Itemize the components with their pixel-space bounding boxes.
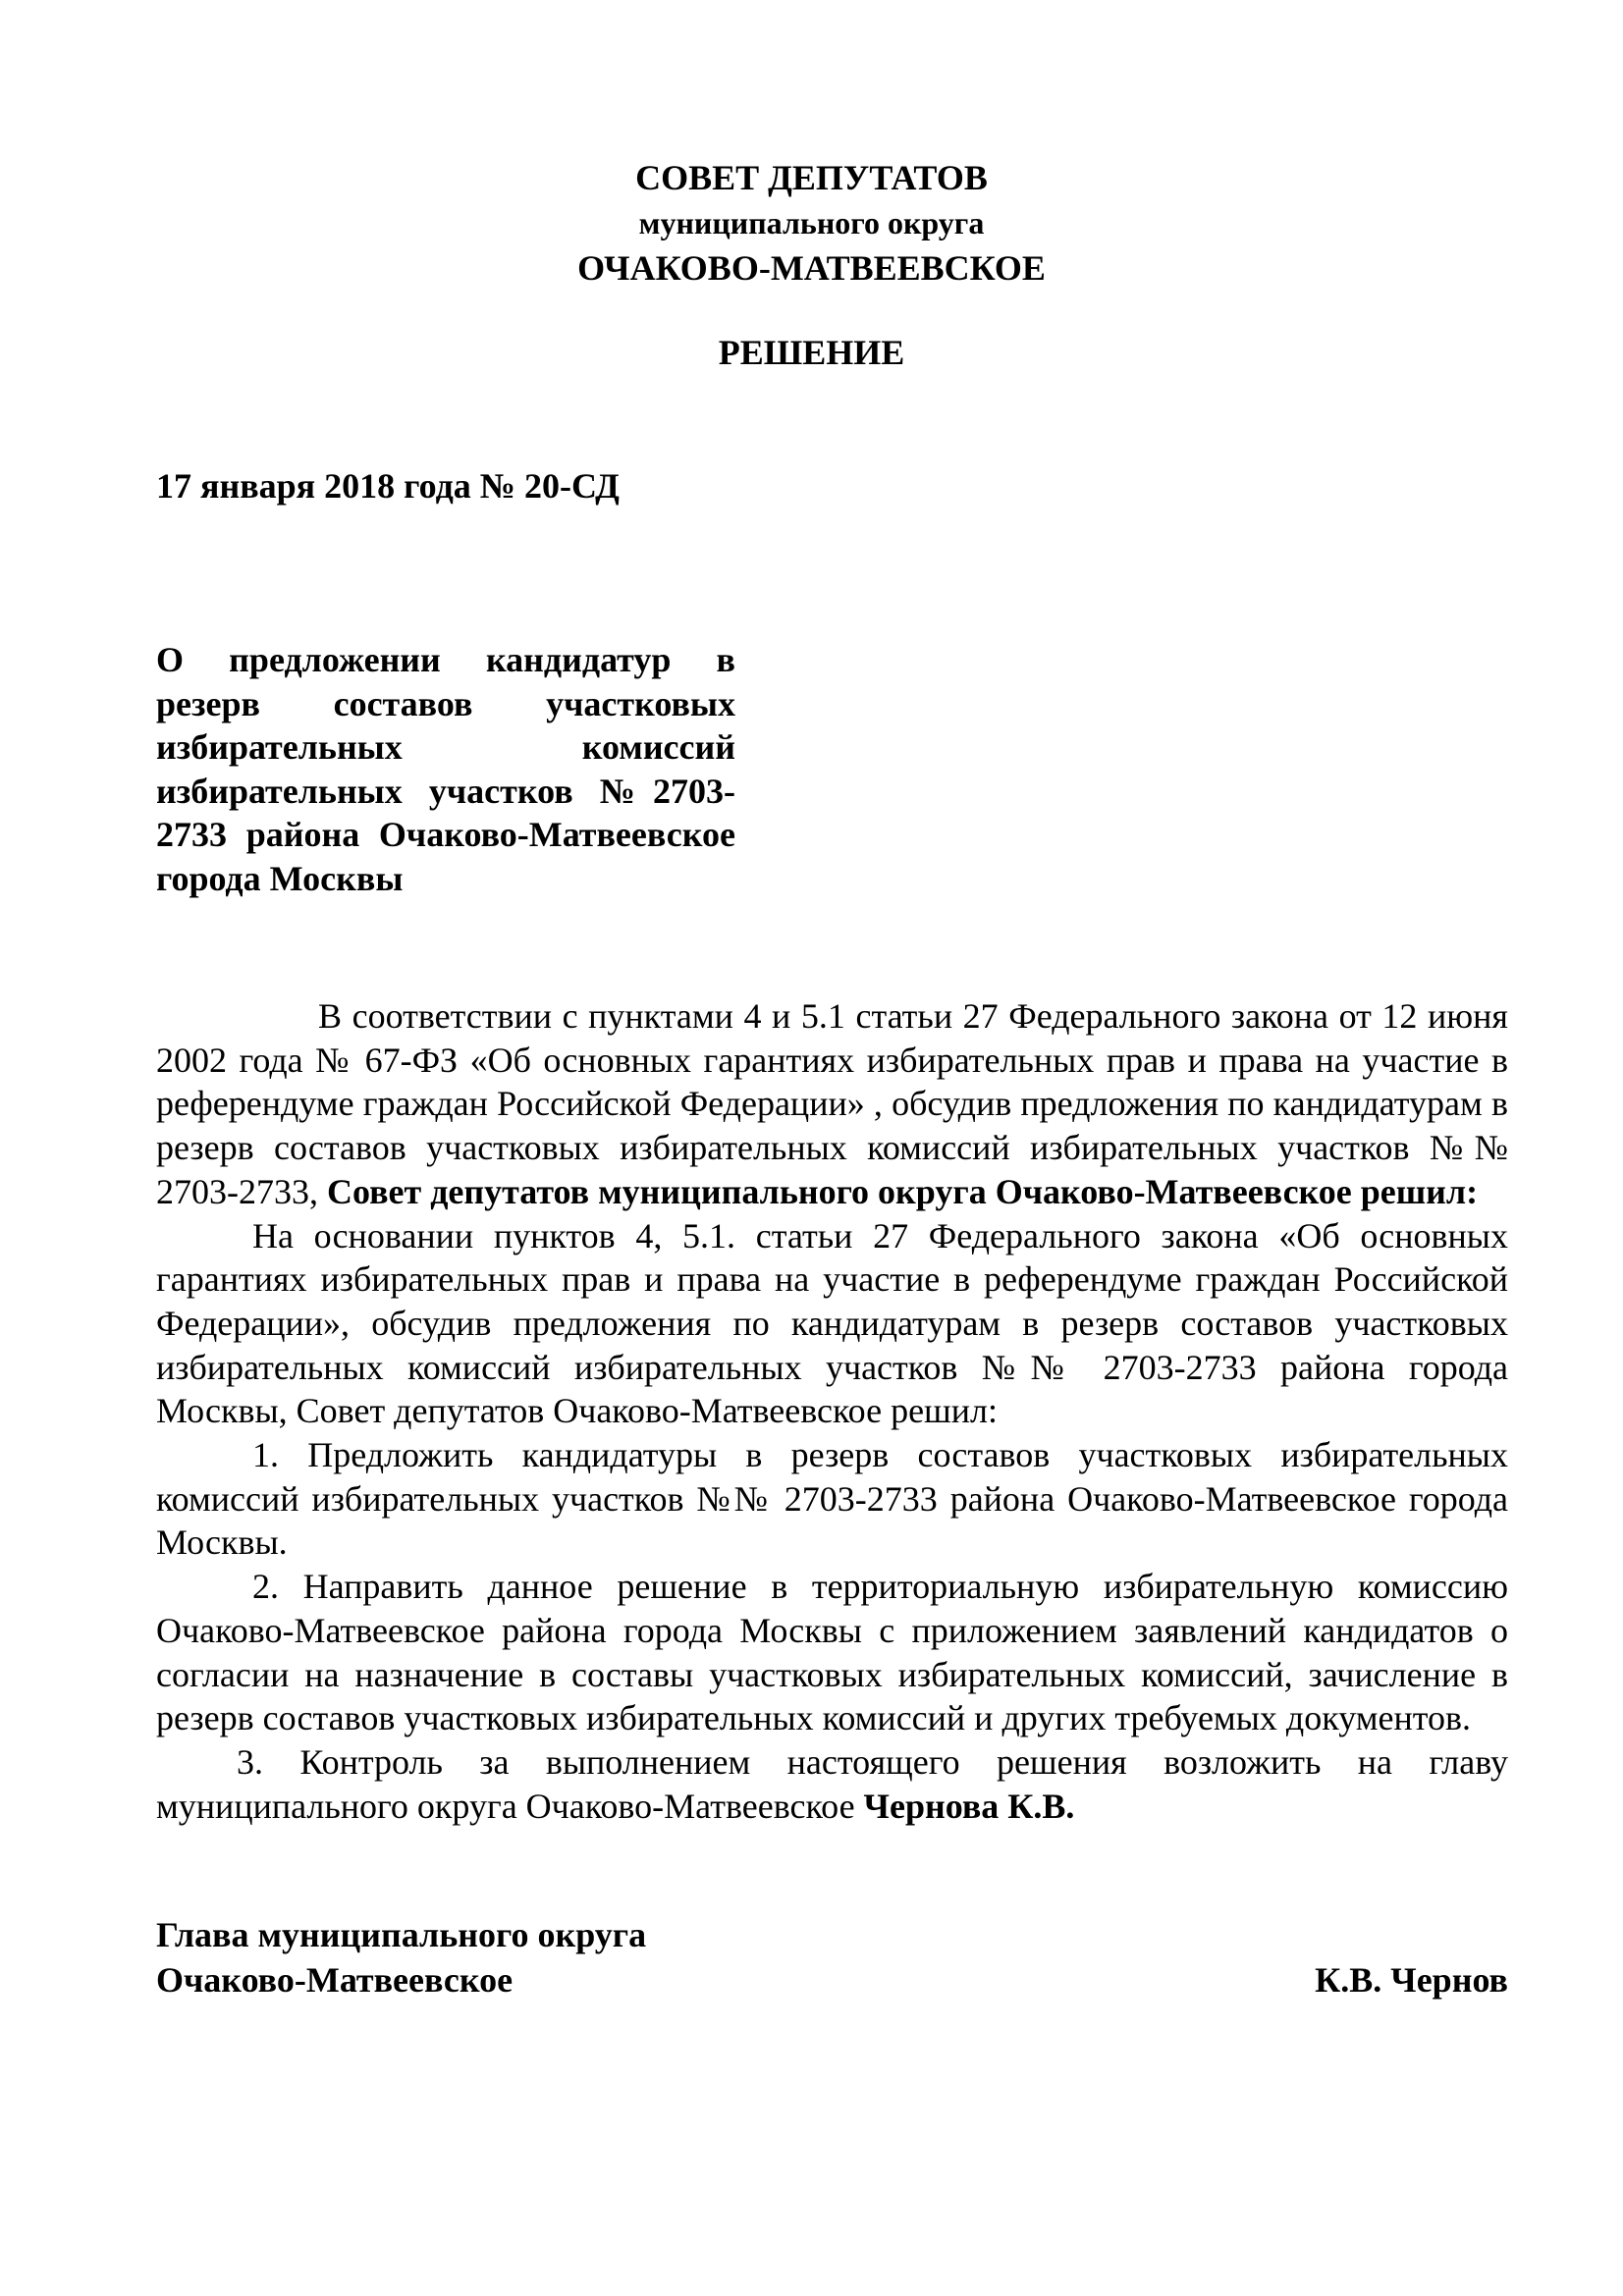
signature-block (156, 1912, 1508, 2002)
date-and-number: 17 января 2018 года № 20-СД (156, 466, 620, 506)
district-name: ОЧАКОВО-МАТВЕЕВСКОЕ (577, 248, 1046, 288)
decision-title: РЕШЕНИЕ (718, 333, 905, 372)
decision-body (156, 994, 1508, 1828)
preamble-resolution: Совет депутатов муниципального округа Очаково-Матвеевское решил: (327, 1171, 1479, 1211)
decision-item-2: 2. Направить данное решение в территориальную избирательную комиссию Очаково-Матвеевское района города Москвы с приложением заявлений кандидатов о согласии на назначение в составы участковых избирательных комиссий, зачисление в резерв составов участковых избирательных комиссий и других требуемых документов. (156, 1567, 1508, 1738)
item-3-responsible: Чернова К.В. (863, 1786, 1075, 1826)
signatory-title-line1: Глава муниципального округа (156, 1915, 647, 1954)
basis-paragraph: На основании пунктов 4, 5.1. статьи 27 Федерального закона «Об основных гарантиях избирательных прав и права на участие в референдуме граждан Российской Федерации», обсудив предложения по кандидатурам в резерв составов участковых избирательных комиссий избирательных участков №№ 2703-2733 района города Москвы, Совет депутатов Очаково-Матвеевское решил: (156, 1215, 1508, 1431)
item-3-text: 3. Контроль за выполнением настоящего решения возложить на главу муниципального округа Очаково-Матвеевское (156, 1741, 1508, 1826)
document-header (0, 155, 1623, 291)
signatory-title-line2: Очаково-Матвеевское (156, 1960, 514, 2000)
decision-item-1: 1. Предложить кандидатуры в резерв составов участковых избирательных комиссий избирательных участков №№ 2703-2733 района Очаково-Матвеевское города Москвы. (156, 1435, 1508, 1563)
municipal-label: муниципального округа (638, 205, 985, 240)
preamble-paragraph (156, 994, 1508, 1214)
decision-item-3 (156, 1740, 1508, 1828)
decision-subject: О предложении кандидатур в резерв составов участковых избирательных комиссий избирательных участков №2703-2733 района Очаково-Матвеевское города Москвы (156, 640, 735, 898)
preamble-text: В соответствии с пунктами 4 и 5.1 статьи 27 Федерального закона от 12 июня 2002 года № 67-ФЗ «Об основных гарантиях избирательных прав и права на участие в референдуме граждан Российской Федерации» , обсудив предложения по кандидатурам в резерв составов участковых избирательных комиссий избирательных участков №№ 2703-2733, (156, 996, 1508, 1211)
council-name: СОВЕТ ДЕПУТАТОВ (635, 158, 988, 197)
signature-row (156, 1957, 1508, 2002)
signatory-name: К.В. Чернов (1315, 1960, 1508, 2000)
